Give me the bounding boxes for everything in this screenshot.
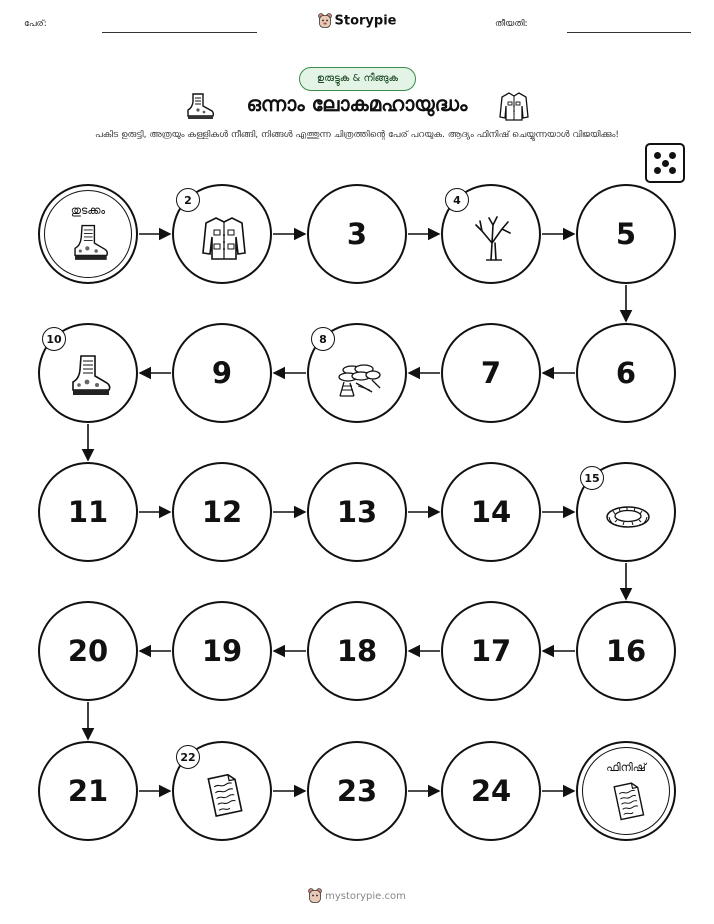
board-space-22[interactable]: [172, 741, 272, 841]
space-number-badge: 22: [176, 745, 200, 769]
space-number: 11: [67, 495, 109, 529]
space-label: തുടക്കം: [70, 204, 106, 217]
boot-icon: [65, 352, 115, 402]
start-space[interactable]: [38, 184, 138, 284]
space-number: 7: [480, 356, 502, 390]
board-space-5[interactable]: [576, 184, 676, 284]
space-number: 16: [605, 634, 647, 668]
board-space-17[interactable]: [441, 601, 541, 701]
board-space-11[interactable]: [38, 462, 138, 562]
finish-space[interactable]: [576, 741, 676, 841]
board-space-12[interactable]: [172, 462, 272, 562]
storypie-mascot-icon: [308, 888, 322, 904]
page-title: ഒന്നാം ലോകമഹായുദ്ധം: [246, 92, 468, 116]
space-number: 19: [201, 634, 243, 668]
board-space-16[interactable]: [576, 601, 676, 701]
instructions-text: പകിട ഉരുട്ടി, അത്രയും കള്ളികൾ നീങ്ങി, നിങ്ങൾ എത്തുന്ന ചിത്രത്തിന്റെ പേര് പറയുക. ആദ്യം ഫിനിഷ് ചെയ്യുന്നയാൾ വിജയിക്കും!: [95, 130, 619, 140]
space-number-badge: 15: [580, 466, 604, 490]
tree-icon: [468, 213, 518, 263]
board-space-18[interactable]: [307, 601, 407, 701]
space-number: 24: [470, 774, 512, 808]
boot-icon: [66, 222, 114, 266]
space-number: 6: [615, 356, 637, 390]
jacket-icon: [199, 213, 249, 263]
board-space-9[interactable]: [172, 323, 272, 423]
space-number: 3: [346, 217, 368, 251]
space-number: 20: [67, 634, 109, 668]
footer-site: mystorypie.com: [325, 891, 406, 902]
board-space-8[interactable]: [307, 323, 407, 423]
board-space-20[interactable]: [38, 601, 138, 701]
document-icon: [604, 779, 652, 823]
space-number: 9: [211, 356, 233, 390]
board-space-6[interactable]: [576, 323, 676, 423]
crater-icon: [603, 491, 653, 541]
date-label: തീയതി:: [495, 19, 528, 29]
board-space-14[interactable]: [441, 462, 541, 562]
sandbags-icon: [334, 352, 384, 402]
space-number-badge: 10: [42, 327, 66, 351]
space-label: ഫിനിഷ്: [606, 761, 646, 774]
name-label: പേര്:: [24, 19, 47, 29]
board-space-4[interactable]: [441, 184, 541, 284]
board-space-15[interactable]: [576, 462, 676, 562]
space-number: 17: [470, 634, 512, 668]
footer: [0, 888, 714, 904]
board-space-13[interactable]: [307, 462, 407, 562]
space-number: 18: [336, 634, 378, 668]
board-space-3[interactable]: [307, 184, 407, 284]
space-number: 21: [67, 774, 109, 808]
board-space-24[interactable]: [441, 741, 541, 841]
space-number: 12: [201, 495, 243, 529]
board-space-23[interactable]: [307, 741, 407, 841]
space-number: 14: [470, 495, 512, 529]
brand-name: Storypie: [334, 13, 397, 29]
document-icon: [199, 770, 249, 820]
board-space-10[interactable]: [38, 323, 138, 423]
space-number: 13: [336, 495, 378, 529]
space-number: 23: [336, 774, 378, 808]
space-number: 5: [615, 217, 637, 251]
board-space-2[interactable]: [172, 184, 272, 284]
space-number-badge: 2: [176, 188, 200, 212]
board-space-19[interactable]: [172, 601, 272, 701]
space-number-badge: 4: [445, 188, 469, 212]
game-type-badge: ഉരുട്ടുക & നീങ്ങുക: [299, 67, 416, 91]
board-space-7[interactable]: [441, 323, 541, 423]
board-space-21[interactable]: [38, 741, 138, 841]
space-number-badge: 8: [311, 327, 335, 351]
